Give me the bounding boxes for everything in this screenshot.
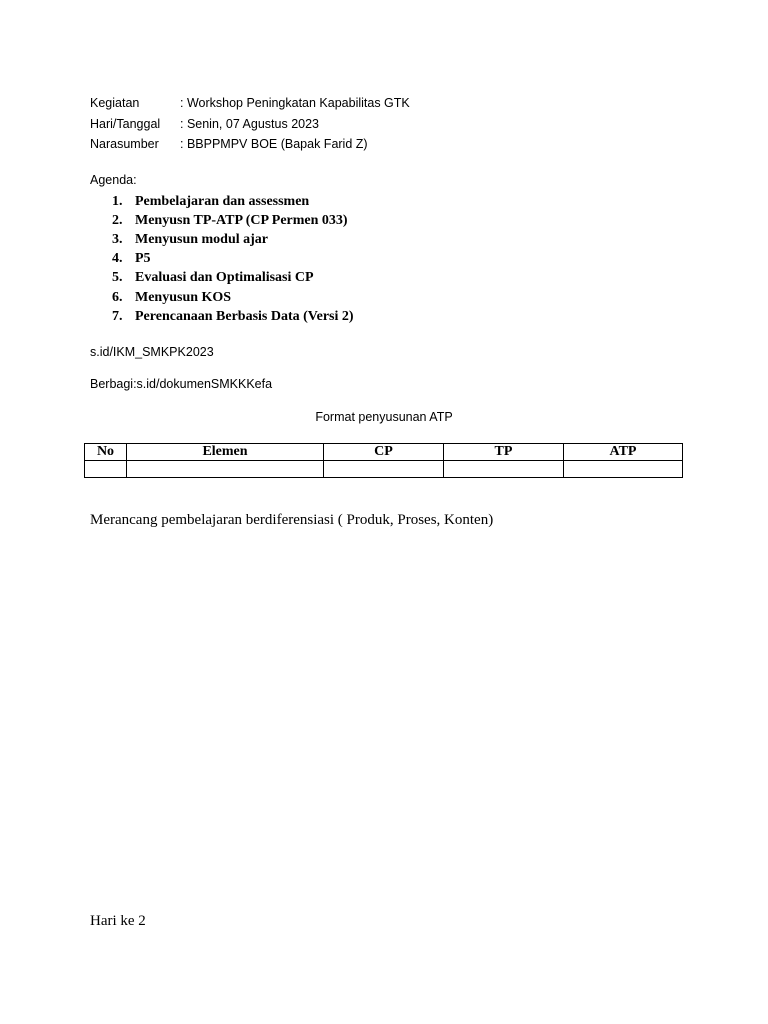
share-link-text: Berbagi:s.id/dokumenSMKKKefa bbox=[90, 377, 273, 391]
agenda-item-text: P5 bbox=[135, 251, 151, 267]
agenda-item-text: Menyusun KOS bbox=[135, 289, 232, 305]
detail-row-narasumber bbox=[90, 134, 410, 155]
table-header-row bbox=[85, 444, 683, 461]
agenda-item bbox=[112, 269, 354, 288]
agenda-item-number: 5. bbox=[112, 270, 123, 286]
agenda-item-text: Evaluasi dan Optimalisasi CP bbox=[135, 270, 314, 286]
agenda-item-text: Perencanaan Berbasis Data (Versi 2) bbox=[135, 308, 354, 324]
table-cell bbox=[444, 461, 564, 478]
agenda-item bbox=[112, 307, 354, 326]
column-header-tp: TP bbox=[444, 444, 564, 461]
table-cell bbox=[324, 461, 444, 478]
detail-value: : BBPPMPV BOE (Bapak Farid Z) bbox=[180, 137, 368, 152]
agenda-item-number: 7. bbox=[112, 308, 123, 324]
table-cell bbox=[85, 461, 127, 478]
format-title: Format penyusunan ATP bbox=[315, 410, 453, 424]
table-cell bbox=[564, 461, 683, 478]
agenda-item-text: Menyusun modul ajar bbox=[135, 231, 269, 247]
detail-label: Narasumber bbox=[90, 137, 159, 152]
agenda-item bbox=[112, 230, 354, 249]
ikm-link-text: s.id/IKM_SMKPK2023 bbox=[90, 345, 214, 359]
event-details bbox=[90, 93, 410, 155]
agenda-item bbox=[112, 288, 354, 307]
detail-value: : Senin, 07 Agustus 2023 bbox=[180, 116, 319, 131]
table-cell bbox=[127, 461, 324, 478]
agenda-item-text: Menyusn TP-ATP (CP Permen 033) bbox=[135, 212, 348, 228]
detail-row-hari-tanggal bbox=[90, 114, 410, 135]
agenda-item-number: 3. bbox=[112, 231, 123, 247]
detail-label: Kegiatan bbox=[90, 96, 140, 111]
detail-row-kegiatan bbox=[90, 93, 410, 114]
column-header-no: No bbox=[85, 444, 127, 461]
agenda-item-number: 1. bbox=[112, 193, 123, 209]
agenda-heading: Agenda: bbox=[90, 173, 137, 187]
differentiated-learning-text: Merancang pembelajaran berdiferensiasi ( Produk, Proses, Konten) bbox=[90, 512, 494, 528]
agenda-item bbox=[112, 192, 354, 211]
agenda-item-number: 2. bbox=[112, 212, 123, 228]
detail-label: Hari/Tanggal bbox=[90, 116, 161, 131]
agenda-item bbox=[112, 211, 354, 230]
agenda-item-number: 6. bbox=[112, 289, 123, 305]
table-row bbox=[85, 461, 683, 478]
agenda-item bbox=[112, 250, 354, 269]
agenda-item-text: Pembelajaran dan assessmen bbox=[135, 193, 310, 209]
column-header-atp: ATP bbox=[564, 444, 683, 461]
day-two-heading: Hari ke 2 bbox=[90, 913, 146, 929]
column-header-elemen: Elemen bbox=[127, 444, 324, 461]
agenda-item-number: 4. bbox=[112, 251, 123, 267]
atp-format-table bbox=[84, 443, 683, 478]
column-header-cp: CP bbox=[324, 444, 444, 461]
agenda-list bbox=[112, 192, 354, 326]
detail-value: : Workshop Peningkatan Kapabilitas GTK bbox=[180, 96, 410, 111]
